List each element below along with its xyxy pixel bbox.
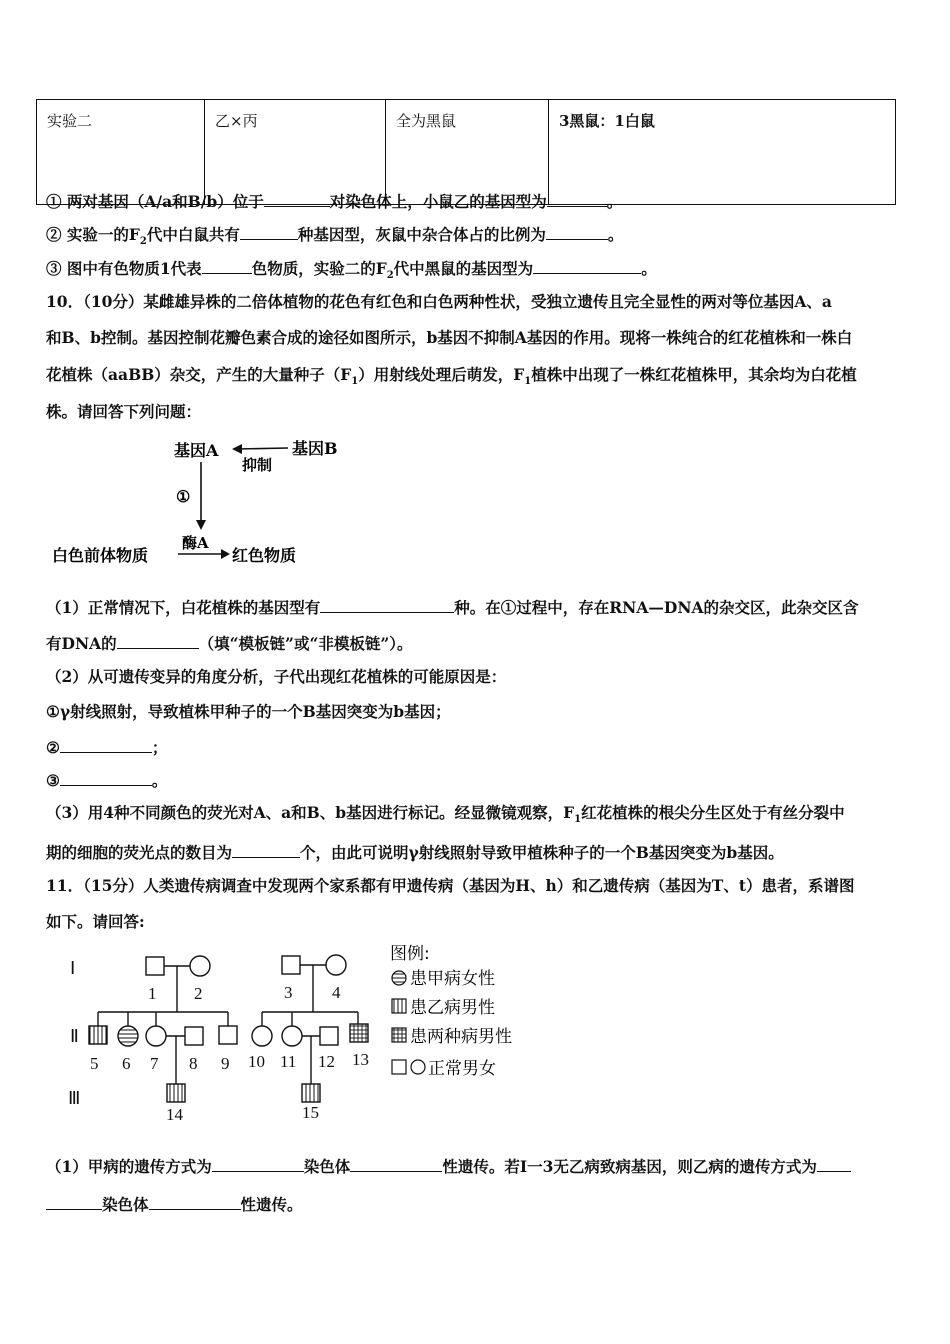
inhibit-arrowhead	[232, 444, 242, 454]
q10-sub3-line2	[46, 841, 906, 863]
text: ③ 图中有色物质1代表	[46, 259, 202, 278]
answer-blank[interactable]	[817, 1155, 851, 1172]
q10-sub1-line1	[46, 596, 906, 618]
label-5: 5	[90, 1054, 99, 1073]
legend-both-male-icon	[392, 1028, 406, 1042]
legend-item-1: 患甲病女性	[410, 969, 495, 989]
answer-blank[interactable]	[212, 1155, 304, 1172]
subscript: 2	[386, 270, 394, 282]
text: （填“模板链”或“非模板链”）。	[198, 634, 413, 653]
pathway-diagram	[46, 432, 366, 572]
q10-stem-line4: 株。请回答下列问题：	[46, 402, 202, 421]
answer-blank[interactable]	[264, 190, 330, 207]
table-cell-cross: 乙×丙	[205, 100, 386, 205]
text: 。	[641, 259, 657, 278]
answer-blank[interactable]	[149, 1193, 241, 1210]
text: （1）甲病的遗传方式为	[46, 1157, 212, 1176]
q10-sub2-item1: ①γ射线照射，导致植株甲种子的一个B基因突变为b基因；	[46, 702, 451, 721]
text: 。	[151, 771, 168, 790]
q11-sub1-line1	[46, 1155, 906, 1177]
legend-item-2: 患乙病男性	[410, 998, 495, 1018]
label-10: 10	[248, 1052, 265, 1071]
label-8: 8	[189, 1054, 198, 1073]
q9-item-1	[46, 190, 906, 212]
label-15: 15	[302, 1103, 319, 1122]
table-cell-experiment: 实验二	[37, 100, 205, 205]
individual-12	[320, 1027, 338, 1045]
text: ① 两对基因（A/a和B/b）位于	[46, 192, 264, 211]
legend-item-4: 正常男女	[428, 1059, 496, 1079]
q11-sub1-line2	[46, 1193, 906, 1215]
answer-blank[interactable]	[320, 596, 454, 613]
legend-title: 图例:	[390, 944, 430, 964]
q10-sub3-line1	[46, 803, 906, 830]
individual-3	[282, 956, 300, 974]
answer-blank[interactable]	[547, 190, 607, 207]
gene-b-label: 基因B	[292, 439, 338, 458]
text: ②	[46, 738, 60, 757]
individual-11	[282, 1026, 302, 1046]
individual-4	[326, 955, 346, 975]
subscript: 2	[139, 236, 147, 248]
label-12: 12	[318, 1052, 335, 1071]
enzyme-label: 酶A	[182, 534, 209, 552]
text: 花植株（aaBB）杂交，产生的大量种子（F	[46, 365, 352, 384]
q9-item-2	[46, 223, 906, 252]
generation-1-label: Ⅰ	[70, 958, 76, 978]
white-precursor-label: 白色前体物质	[52, 546, 149, 565]
answer-blank[interactable]	[202, 257, 252, 274]
step-arrowhead	[196, 520, 206, 530]
legend-normal-female-icon	[411, 1060, 425, 1074]
text: 。	[606, 192, 623, 211]
individual-7	[146, 1026, 166, 1046]
answer-blank[interactable]	[533, 257, 641, 274]
text: 个，由此可说明γ射线照射导致甲植株种子的一个B基因突变为b基因。	[300, 843, 784, 862]
answer-blank[interactable]	[46, 1193, 102, 1210]
table-row	[37, 100, 896, 205]
generation-3-label: Ⅲ	[68, 1088, 81, 1108]
individual-8	[185, 1027, 203, 1045]
text: 色物质，实验二的F	[251, 259, 387, 278]
legend-item-3: 患两种病男性	[410, 1027, 512, 1047]
subscript: 1	[351, 376, 359, 388]
individual-13	[350, 1024, 368, 1042]
individual-10	[252, 1026, 272, 1046]
answer-blank[interactable]	[350, 1155, 442, 1172]
text: （1）正常情况下，白花植株的基因型有	[46, 598, 321, 617]
label-9: 9	[221, 1054, 230, 1073]
text: 。	[607, 225, 624, 244]
label-13: 13	[352, 1050, 369, 1069]
table-cell-f2: 3黑鼠：1白鼠	[549, 100, 896, 205]
text: 种。在①过程中，存在RNA—DNA的杂交区，此杂交区含	[454, 598, 859, 617]
individual-6	[118, 1026, 138, 1046]
text: ③	[46, 771, 60, 790]
text: 代中黑鼠的基因型为	[393, 259, 534, 278]
text: ）用射线处理后萌发，F	[358, 365, 525, 384]
q10-stem-line3	[46, 365, 906, 392]
answer-blank[interactable]	[117, 632, 199, 649]
q10-stem-line1: 10．（10分）某雌雄异株的二倍体植物的花色有红色和白色两种性状，受独立遗传且完全显性的两对等位基因A、a	[46, 292, 832, 311]
answer-blank[interactable]	[546, 223, 608, 240]
q10-sub2-item2	[46, 736, 906, 758]
text: 种基因型，灰鼠中杂合体占的比例为	[297, 225, 546, 244]
individual-9	[219, 1026, 237, 1044]
answer-blank[interactable]	[60, 736, 152, 753]
individual-1	[146, 957, 164, 975]
answer-blank[interactable]	[60, 769, 152, 786]
individual-15	[302, 1084, 320, 1102]
label-2: 2	[194, 984, 203, 1003]
legend-affected-b-male-icon	[392, 999, 406, 1013]
label-6: 6	[122, 1054, 131, 1073]
label-4: 4	[332, 983, 341, 1002]
subscript: 1	[574, 814, 582, 826]
text: ② 实验一的F	[46, 225, 140, 244]
label-11: 11	[280, 1052, 297, 1071]
text: 代中白鼠共有	[146, 225, 240, 244]
label-14: 14	[166, 1105, 183, 1124]
q11-stem-line1: 11．（15分）人类遗传病调查中发现两个家系都有甲遗传病（基因为H、h）和乙遗传病（基因为T、t）患者，系谱图	[46, 876, 855, 895]
text: 红花植株的根尖分生区处于有丝分裂中	[581, 803, 845, 822]
text: 性遗传。若Ⅰ一3无乙病致病基因，则乙病的遗传方式为	[442, 1157, 817, 1176]
gene-a-label: 基因A	[174, 441, 219, 460]
individual-5	[89, 1026, 107, 1044]
q10-stem-line2: 和B、b控制。基因控制花瓣色素合成的途径如图所示，b基因不抑制A基因的作用。现将一株纯合的红花植株和一株白	[46, 328, 853, 347]
legend-normal-male-icon	[392, 1060, 406, 1074]
label-3: 3	[284, 983, 293, 1002]
pedigree-chart	[56, 936, 536, 1126]
inhibit-label: 抑制	[242, 456, 273, 474]
answer-blank[interactable]	[232, 841, 300, 858]
individual-14	[167, 1084, 185, 1102]
generation-2-label: Ⅱ	[70, 1026, 79, 1046]
label-7: 7	[150, 1054, 159, 1073]
q11-stem-line2: 如下。请回答:	[46, 912, 145, 931]
text: 性遗传。	[240, 1195, 303, 1214]
q9-item-3	[46, 257, 906, 286]
enzyme-arrowhead	[221, 549, 230, 559]
text: 期的细胞的荧光点的数目为	[46, 843, 233, 862]
legend-affected-a-female-icon	[392, 971, 406, 985]
individual-2	[190, 956, 210, 976]
text: 植株中出现了一株红花植株甲，其余均为白花植	[531, 365, 857, 384]
text: ；	[151, 738, 168, 757]
q10-sub2-item3	[46, 769, 906, 791]
step-label: ①	[176, 487, 191, 506]
subscript: 1	[524, 376, 532, 388]
table-cell-f1: 全为黑鼠	[386, 100, 549, 205]
answer-blank[interactable]	[240, 223, 298, 240]
text: 染色体	[102, 1195, 149, 1214]
inhibit-arrow	[236, 448, 288, 449]
text: 染色体	[303, 1157, 351, 1176]
text: 对染色体上，小鼠乙的基因型为	[329, 192, 547, 211]
text: （3）用4种不同颜色的荧光对A、a和B、b基因进行标记。经显微镜观察，F	[46, 803, 575, 822]
q10-sub1-line2	[46, 632, 906, 654]
pedigree-legend	[390, 944, 512, 1079]
red-product-label: 红色物质	[232, 546, 297, 565]
label-1: 1	[148, 984, 157, 1003]
q10-sub2: （2）从可遗传变异的角度分析，子代出现红花植株的可能原因是：	[46, 667, 507, 686]
text: 有DNA的	[46, 634, 117, 653]
